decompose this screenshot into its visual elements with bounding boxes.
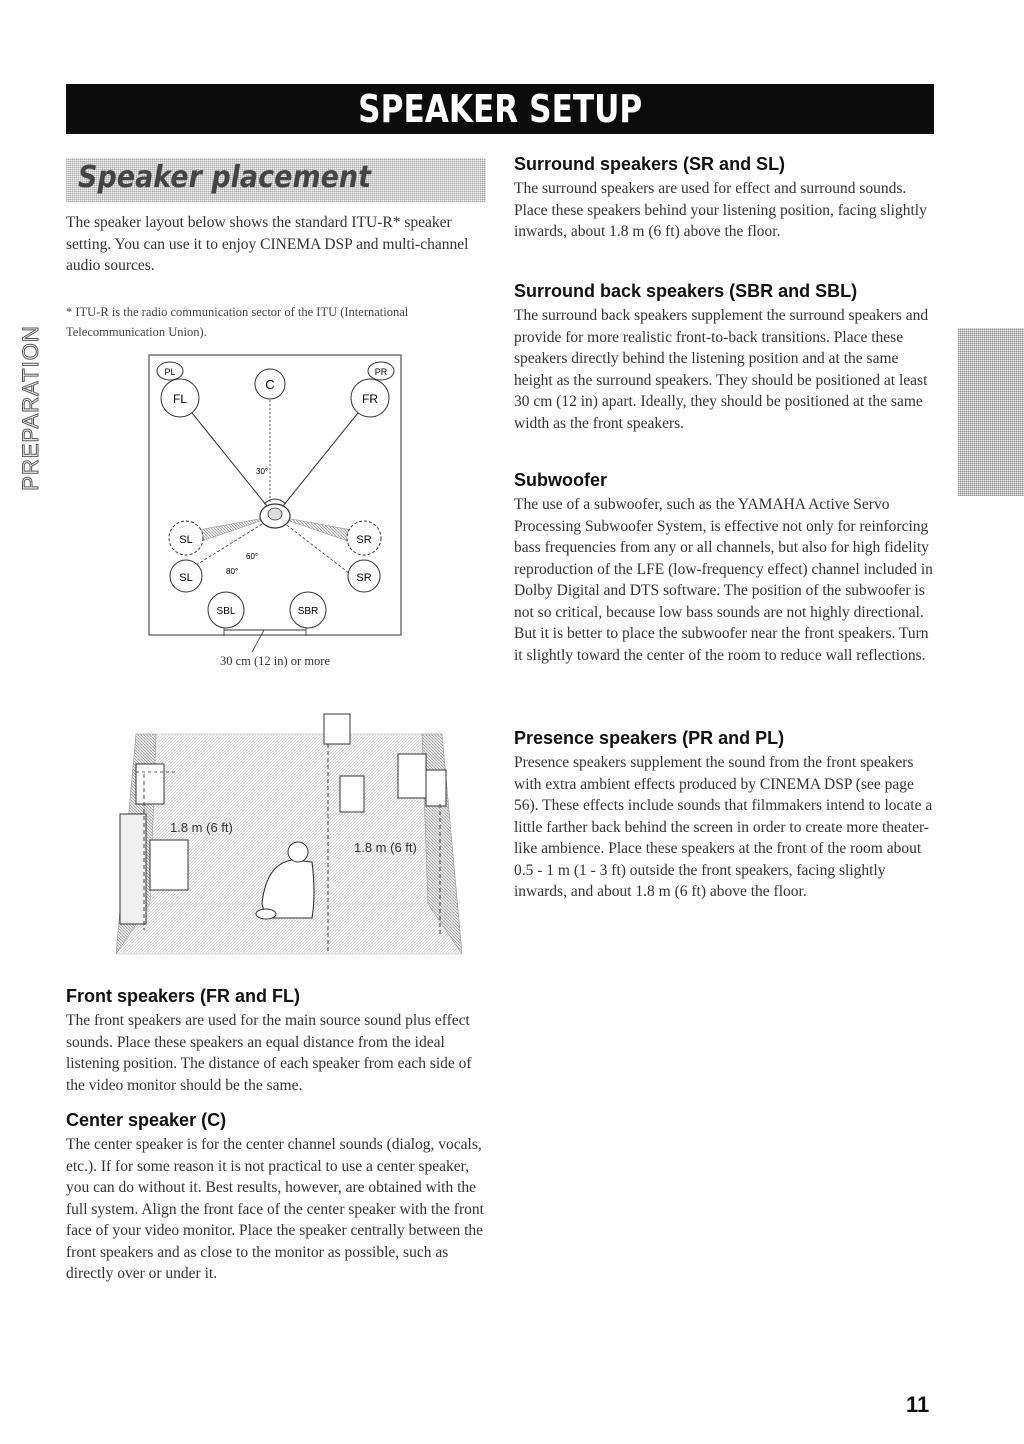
front-speakers-heading: Front speakers (FR and FL) — [66, 986, 301, 1006]
speaker-sl — [170, 560, 202, 592]
svg-text:SR: SR — [356, 572, 372, 584]
svg-text:SR: SR — [356, 534, 372, 546]
svg-text:SL: SL — [179, 572, 193, 584]
diagram-caption: 30 cm (12 in) or more — [219, 654, 331, 668]
itu-footnote: * ITU-R is the radio communication sector of the ITU (International Telecommunication Union). — [66, 305, 409, 339]
surround-speakers-body: The surround speakers are used for effect and surround sounds. Place these speakers behind your listening position, facing slightly inwards, about 1.8 m (6 ft) above the floor. — [514, 180, 927, 240]
angle-80-label: 80° — [226, 567, 239, 576]
center-speaker-body: The center speaker is for the center channel sounds (dialog, vocals, etc.). If for some reason it is not practical to use a center speaker, you can do without it. Best results, however, are obtained with the full system. Align the front face of the center speaker with the front face of your video monitor. Place the speaker centrally between the front speakers and as close to the monitor as possible, such as directly over or under it. — [66, 1136, 484, 1282]
angle-60-label: 60° — [246, 552, 259, 561]
svg-text:SBR: SBR — [297, 606, 319, 617]
section-title-box — [66, 158, 486, 202]
speaker-sbl — [208, 592, 244, 628]
svg-text:FR: FR — [362, 392, 378, 406]
subwoofer-body: The use of a subwoofer, such as the YAMAHA Active Servo Processing Subwoofer System, is effective not only for reinforcing bass frequencies from any or all channels, but also for high fidelity reproduction of the LFE (low-frequency effect) channel included in Dolby Digital and DTS software. The position of the subwoofer is not so critical, because low bass sounds are not highly directional. But it is better to place the subwoofer near the front speakers. Turn it slightly toward the center of the room to reduce wall reflections. — [514, 496, 933, 664]
height-label-right: 1.8 m (6 ft) — [354, 840, 417, 855]
speaker-fl — [161, 379, 199, 417]
angle-30-label: 30° — [256, 467, 269, 476]
banner-title: SPEAKER SETUP — [357, 87, 643, 131]
svg-text:PR: PR — [374, 367, 388, 377]
presence-speakers-body: Presence speakers supplement the sound from the front speakers with extra ambient effects produced by CINEMA DSP (see page 56). These effects include sounds that filmmakers intend to locate a little farther back behind the screen in order to create more theater-like ambience. Place these speakers at the front of the room about 0.5 - 1 m (1 - 3 ft) outside the front speakers, facing slightly inwards, and about 1.8 m (6 ft) above the floor. — [514, 754, 933, 900]
surround-back-heading: Surround back speakers (SBR and SBL) — [514, 281, 858, 301]
svg-text:PL: PL — [164, 367, 176, 377]
section-title: Speaker placement — [78, 160, 372, 195]
room-illustration — [116, 704, 462, 960]
speaker-sbr — [290, 592, 326, 628]
speaker-c — [255, 369, 285, 399]
speaker-pl — [157, 362, 183, 380]
page-number: 11 — [906, 1392, 930, 1417]
speaker-sl-alt — [169, 521, 203, 555]
svg-text:SL: SL — [179, 534, 193, 546]
page-banner — [66, 84, 934, 134]
intro-paragraph: The speaker layout below shows the standard ITU-R* speaker setting. You can use it to enjoy CINEMA DSP and multi-channel audio sources. — [66, 214, 469, 274]
speaker-sr-alt — [347, 521, 381, 555]
side-tab-label: PREPARATION — [18, 325, 43, 491]
preparation-side-tab — [958, 328, 1024, 496]
speaker-pr — [368, 362, 394, 380]
speaker-sr — [348, 560, 380, 592]
height-label-left: 1.8 m (6 ft) — [170, 820, 233, 835]
surround-speakers-heading: Surround speakers (SR and SL) — [514, 154, 786, 174]
presence-speakers-heading: Presence speakers (PR and PL) — [514, 728, 785, 748]
speaker-fr — [351, 379, 389, 417]
svg-text:C: C — [265, 377, 275, 392]
svg-text:SBL: SBL — [216, 606, 236, 617]
center-speaker-heading: Center speaker (C) — [66, 1110, 227, 1130]
surround-back-body: The surround back speakers supplement the surround speakers and provide for more realistic front-to-back transitions. Place these speakers directly behind the listening position and at the same height as the surround speakers. They should be positioned at least 30 cm (12 in) apart. Ideally, they should be positioned at the same width as the front speakers. — [514, 307, 929, 432]
subwoofer-heading: Subwoofer — [514, 470, 607, 490]
speaker-layout-diagram — [148, 354, 404, 654]
side-tab-text-wrap — [18, 324, 48, 492]
svg-text:FL: FL — [172, 392, 188, 406]
front-speakers-body: The front speakers are used for the main source sound plus effect sounds. Place these speakers an equal distance from the ideal listening position. The distance of each speaker from each side of the video monitor should be the same. — [66, 1012, 472, 1094]
